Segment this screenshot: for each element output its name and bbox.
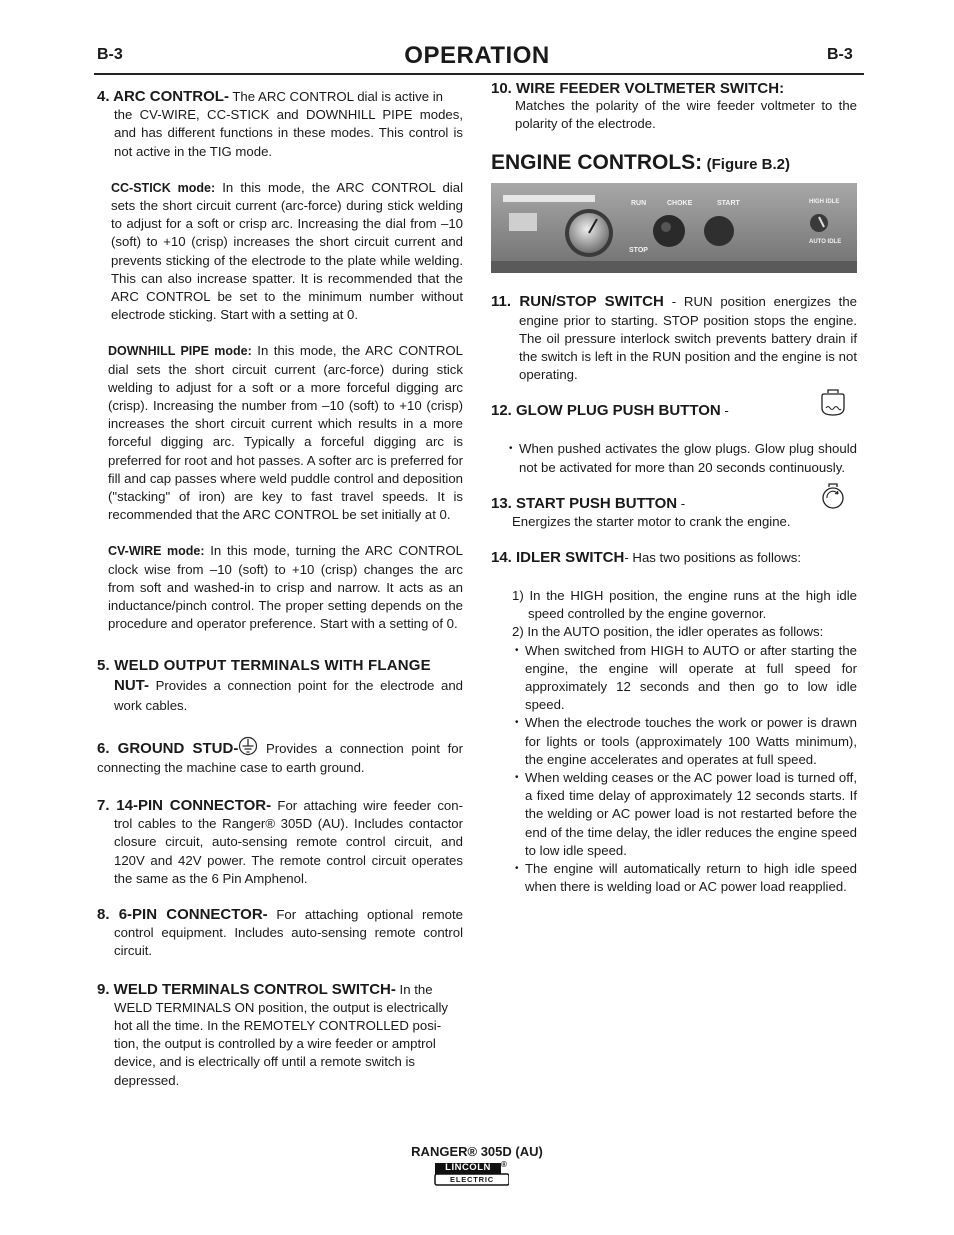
item14-bullet4: • The engine will automatically return to high idle speed when there is welding load or AC power load reapplied. xyxy=(515,860,857,896)
item12-heading: 12. GLOW PLUG PUSH BUTTON xyxy=(491,402,721,420)
panel-label-stop: STOP xyxy=(629,247,648,255)
logo-bottom-text: ELECTRIC xyxy=(450,1175,494,1184)
item8-heading: 8. 6-PIN CONNECTOR- xyxy=(97,905,268,923)
item11-text: - RUN position energizes the engine prior to starting. STOP position stops the engine. The oil pressure interlock switch prevents battery drain if the switch is left in the RUN position and the engine is not operating. xyxy=(519,294,857,383)
page-title: OPERATION xyxy=(404,42,550,69)
item13-text: Energizes the starter motor to crank the engine. xyxy=(512,513,791,529)
item7-text: For attaching wire feeder con-trol cables to the Ranger® 305D (AU). Includes contactor closure circuit, auto-sensing remote control circuit, and 120V and 42V power. The remote control circuit operates the same as the 6 Pin Amphenol. xyxy=(114,797,463,886)
item14-bullet1: • When switched from HIGH to AUTO or after starting the engine, the engine will operate at full speed for approximately 12 seconds and then go to low idle speed. xyxy=(515,642,857,715)
cv-wire-paragraph xyxy=(108,542,463,633)
downhill-paragraph xyxy=(108,342,463,524)
cc-stick-paragraph xyxy=(111,179,463,325)
item14-section xyxy=(491,549,857,896)
item10-text: Matches the polarity of the wire feeder voltmeter to the polarity of the electrode. xyxy=(515,98,857,132)
item11-heading: 11. RUN/STOP SWITCH xyxy=(491,293,664,311)
item13-section xyxy=(491,495,857,531)
arc-control-heading: 4. ARC CONTROL- xyxy=(97,88,229,105)
engine-controls-heading: ENGINE CONTROLS: xyxy=(491,151,703,175)
engine-control-panel-image xyxy=(491,183,857,273)
item5-section xyxy=(97,657,463,716)
page-code-left: B-3 xyxy=(97,46,123,63)
arc-control-text1: The ARC CONTROL dial is active in xyxy=(228,89,443,104)
left-column xyxy=(97,88,463,1090)
panel-label-start: START xyxy=(717,200,740,208)
arc-control-section xyxy=(97,88,463,161)
item12-bullet: • When pushed activates the glow plugs. Glow plug should not be activated for more than 20 seconds continuously. xyxy=(509,440,857,476)
right-column xyxy=(491,80,857,896)
item8-text: For attaching optional remote control equipment. Includes auto-sensing remote control circuit. xyxy=(114,906,464,959)
panel-label-high-idle: HIGH IDLE xyxy=(809,199,840,206)
start-icon xyxy=(821,483,845,509)
item6-section xyxy=(97,736,463,776)
cv-wire-text: In this mode, turning the ARC CONTROL clock wise from –10 (soft) to +10 (crisp) changes the arc from soft and washed-in to crisp and narrow. It acts as an inductance/pinch control. The proper setting depends on the procedure and operator preference. Start with a setting of 0. xyxy=(108,543,463,632)
arc-control-text2: the CV-WIRE, CC-STICK and DOWNHILL PIPE modes, and has different functions in these modes. This control is not active in the TIG mode. xyxy=(114,107,463,159)
lincoln-electric-logo xyxy=(433,1162,509,1186)
item14-heading: 14. IDLER SWITCH xyxy=(491,549,625,567)
panel-label-run: RUN xyxy=(631,200,647,208)
item7-heading: 7. 14-PIN CONNECTOR- xyxy=(97,796,272,814)
item9-text: In the WELD TERMINALS ON position, the output is electrically hot all the time. In the REMOTELY CONTROLLED posi-tion, the output is controlled by a wire feeder or amptrol device, and is electrically off until a remote switch is depressed. xyxy=(114,981,448,1088)
item10-heading: 10. WIRE FEEDER VOLTMETER SWITCH: xyxy=(491,80,785,97)
item5-text: Provides a connection point for the electrode and work cables. xyxy=(114,678,463,714)
item14-bullet3: • When welding ceases or the AC power load is turned off, a fixed time delay of approximately 12 seconds starts. If the welding or AC power load is not restarted before the end of the time delay, the idler reduces the engine speed to low idle speed. xyxy=(515,769,857,860)
glow-plug-icon xyxy=(821,388,845,418)
downhill-label: DOWNHILL PIPE mode: xyxy=(108,344,252,359)
item13-heading: 13. START PUSH BUTTON xyxy=(491,494,678,512)
item7-section xyxy=(97,797,463,888)
footer-model: RANGER® 305D (AU) xyxy=(411,1144,543,1159)
item13-dash: - xyxy=(677,495,686,511)
item9-section xyxy=(97,981,463,1090)
panel-label-auto-idle: AUTO IDLE xyxy=(809,239,842,246)
panel-label-choke: CHOKE xyxy=(667,200,693,208)
item5-heading: 5. WELD OUTPUT TERMINALS WITH FLANGE xyxy=(97,657,431,675)
engine-controls-title xyxy=(491,151,857,175)
item6-heading: 6. GROUND STUD- xyxy=(97,740,239,758)
page-code-right: B-3 xyxy=(827,46,853,63)
item14-p2: 2) In the AUTO position, the idler operates as follows: xyxy=(512,624,824,640)
item11-section xyxy=(491,293,857,384)
figure-ref: (Figure B.2) xyxy=(706,156,790,174)
header-rule xyxy=(94,73,864,75)
cc-stick-label: CC-STICK mode: xyxy=(111,180,216,195)
downhill-text: In this mode, the ARC CONTROL dial sets the short circuit current (arc-force) during stick welding to adjust for a soft or a more forceful digging arc (crisp). Increasing the number from –10 (soft) to +10 (crisp) increases the short circuit current which results in a more forceful digging arc. Typically a forceful digging arc is preferred for root and hot passes. A softer arc is preferred for fill and cap passes where weld puddle control and deposition ("stacking" of iron) are key to fast travel speeds. It is recommended that the ARC CONTROL be set initially at 0. xyxy=(108,343,463,523)
item14-text: - Has two positions as follows: xyxy=(624,550,801,566)
item10-section xyxy=(491,80,857,133)
item12-dash: - xyxy=(720,403,729,419)
cv-wire-label: CV-WIRE mode: xyxy=(108,544,205,559)
item9-heading: 9. WELD TERMINALS CONTROL SWITCH- xyxy=(97,980,396,998)
item5-heading2: NUT- xyxy=(114,677,149,695)
item14-bullet2: • When the electrode touches the work or power is drawn for lights or tools (approximately 100 Watts minimum), the engine accelerates and operates at full speed. xyxy=(515,714,857,769)
item12-section xyxy=(491,402,857,476)
logo-top-text: LINCOLN xyxy=(445,1162,491,1173)
cc-stick-text: In this mode, the ARC CONTROL dial sets the short circuit current (arc-force) during stick welding to adjust for a soft or crisp arc. Increasing the dial from –10 (soft) to +10 (crisp) increases the short circuit current and prevents sticking of the electrode to the plate while welding. This can also increase spatter. It is recommended that the ARC CONTROL be set to the minimum number without electrode sticking. Start with a setting at 0. xyxy=(111,179,463,323)
logo-registered: ® xyxy=(501,1160,507,1169)
item8-section xyxy=(97,906,463,961)
item14-p1: 1) In the HIGH position, the engine runs at the high idle speed controlled by the engine governor. xyxy=(512,588,857,622)
ground-icon xyxy=(238,736,258,752)
item6-text: Provides a connection point for connecting the machine case to earth ground. xyxy=(97,741,463,775)
